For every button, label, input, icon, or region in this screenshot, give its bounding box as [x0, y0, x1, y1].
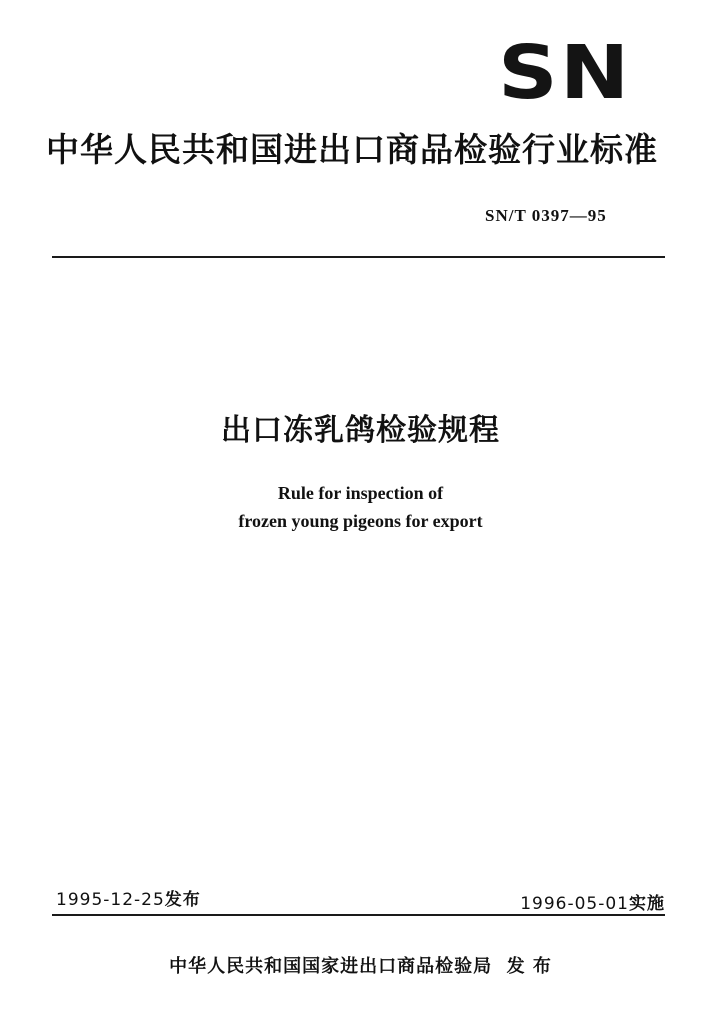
- top-divider: [52, 256, 665, 258]
- publish-label: 发布: [164, 890, 201, 910]
- issuer-line: [0, 955, 721, 979]
- document-title-english-line2: frozen young pigeons for export: [238, 511, 483, 531]
- publish-date: 1995-12-25: [56, 890, 165, 910]
- sn-logo: SN: [498, 30, 632, 116]
- issuer-name: 中华人民共和国国家进出口商品检验局: [169, 956, 493, 977]
- document-title-chinese: 出口冻乳鸽检验规程: [221, 413, 500, 448]
- organization-title: 中华人民共和国进出口商品检验行业标准: [46, 130, 658, 169]
- implement-label: 实施: [629, 894, 665, 914]
- implement-date-block: [520, 893, 665, 915]
- publish-date-block: [56, 889, 201, 911]
- document-title-english-line1: Rule for inspection of: [277, 483, 444, 503]
- standard-code: SN/T 0397—95: [485, 206, 607, 225]
- bottom-divider: [52, 914, 665, 916]
- issuer-action: 发 布: [506, 956, 552, 977]
- implement-date: 1996-05-01: [520, 894, 629, 914]
